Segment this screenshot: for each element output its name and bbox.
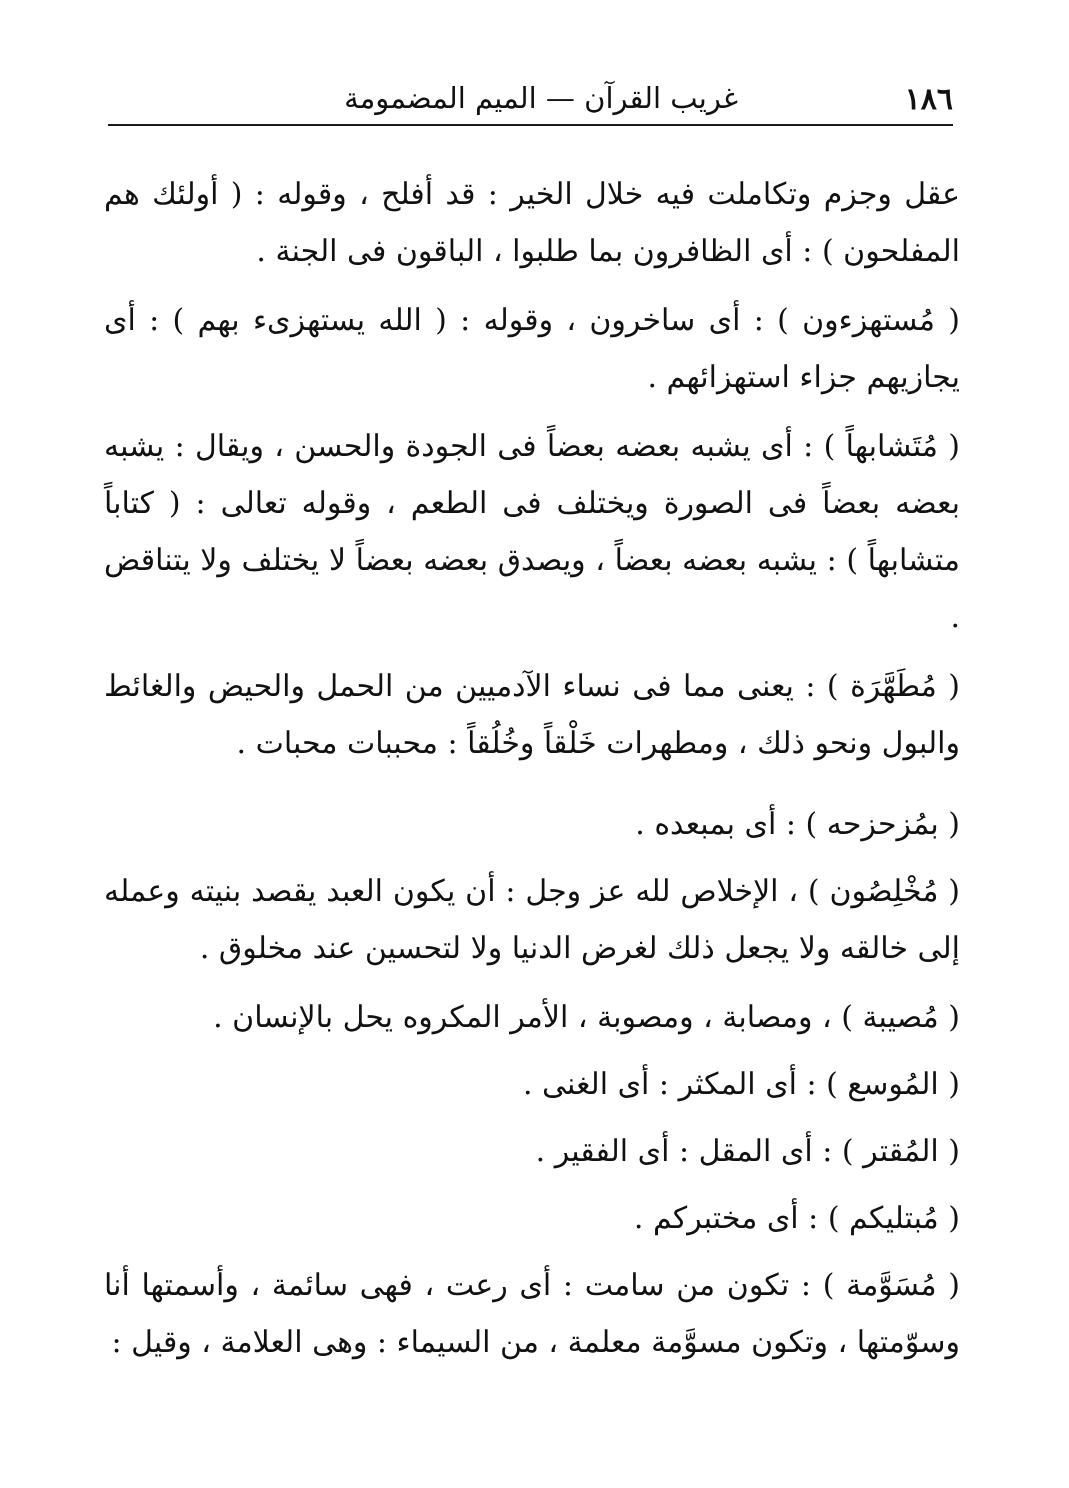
paragraph: ( مُخْلِصُون ) ، الإخلاص لله عز وجل : أن يكون العبد يقصد بنيته وعمله إلى خالقه ولا يجعل ذلك لغرض الدنيا ولا لتحسين عند مخلوق . <box>104 874 960 966</box>
paragraph: ( مُطَهَّرَة ) : يعنى مما فى نساء الآدميين من الحمل والحيض والغائط والبول ونحو ذلك ، ومطهرات خَلْقاً وخُلُقاً : محببات محبات . <box>104 669 960 761</box>
paragraph: ( مُصيبة ) ، ومصابة ، ومصوبة ، الأمر المكروه يحل بالإنسان . <box>213 1000 960 1035</box>
paragraph: ( المُوسع ) : أى المكثر : أى الغنى . <box>522 1067 960 1102</box>
paragraph: ( بمُزحزحه ) : أى بمبعده . <box>635 807 960 842</box>
paragraph: عقل وجزم وتكاملت فيه خلال الخير : قد أفلح ، وقوله : ( أولئك هم المفلحون ) : أى الظافرون بما طلبوا ، الباقون فى الجنة . <box>104 177 960 269</box>
paragraph: ( مُستهزءون ) : أى ساخرون ، وقوله : ( الله يستهزىء بهم ) : أى يجازيهم جزاء استهزائهم . <box>104 303 960 395</box>
paragraph: ( مُتَشابهاً ) : أى يشبه بعضه بعضاً فى الجودة والحسن ، ويقال : يشبه بعضه بعضاً فى الصورة ويختلف فى الطعم ، وقوله تعالى : ( كتاباً متشابهاً ) : يشبه بعضه بعضاً ، ويصدق بعضه بعضاً لا يختلف ولا يتناقض . <box>104 429 960 635</box>
paragraph: ( مُسَوَّمة ) : تكون من سامت : أى رعت ، فهى سائمة ، وأسمتها أنا وسوّمتها ، وتكون مسوَّمة معلمة ، من السيماء : وهى العلامة ، وقيل : <box>104 1268 960 1360</box>
page-header <box>108 68 953 126</box>
page-number: ١٨٦ <box>904 82 953 117</box>
body-text <box>104 166 960 1383</box>
running-title: غريب القرآن — الميم المضمومة <box>344 81 738 115</box>
paragraph: ( المُقتر ) : أى المقل : أى الفقير . <box>535 1134 960 1169</box>
paragraph: ( مُبتليكم ) : أى مختبركم . <box>633 1201 960 1236</box>
